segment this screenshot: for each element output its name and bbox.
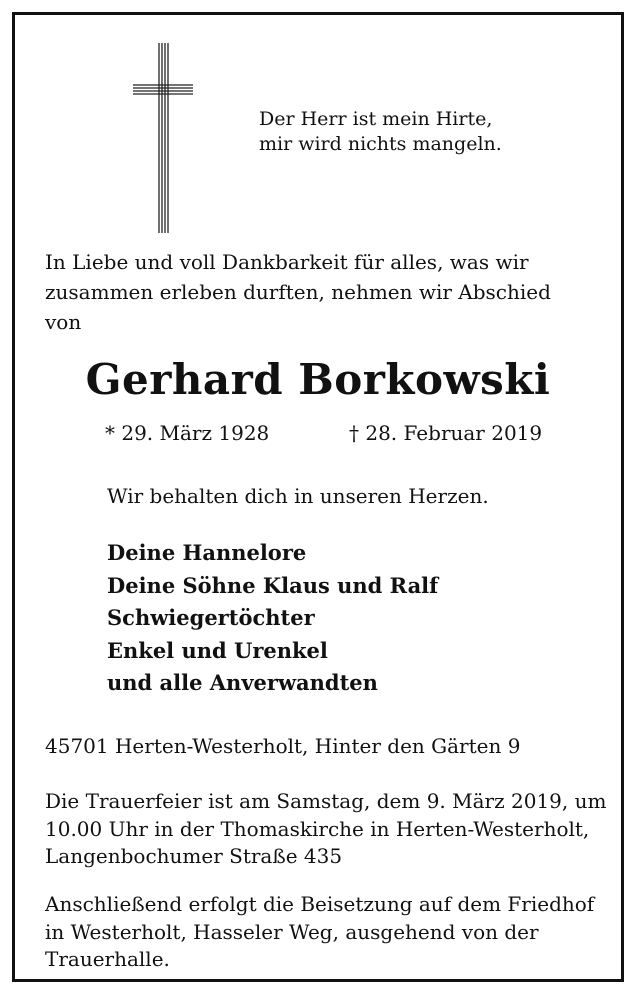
cross-icon	[133, 43, 193, 233]
obituary-frame	[12, 12, 624, 982]
mourners-list	[107, 537, 438, 700]
mourner-item: und alle Anverwandten	[107, 670, 378, 695]
funeral-service-info	[45, 788, 606, 871]
verse-line: mir wird nichts mangeln.	[259, 133, 502, 155]
deceased-name: Gerhard Borkowski	[85, 355, 551, 404]
motto: Wir behalten dich in unseren Herzen.	[107, 484, 489, 508]
family-address: 45701 Herten-Westerholt, Hinter den Gärten 9	[45, 734, 521, 758]
intro-line: In Liebe und voll Dankbarkeit für alles, was wir	[45, 250, 529, 274]
burial-line: in Westerholt, Hasseler Weg, ausgehend von der	[45, 919, 539, 944]
mourner-item: Enkel und Urenkel	[107, 637, 328, 663]
mourner-item: Schwiegertöchter	[107, 605, 315, 630]
service-line: Die Trauerfeier ist am Samstag, dem 9. März 2019, um	[45, 789, 607, 813]
service-line: 10.00 Uhr in der Thomaskirche in Herten-Westerholt,	[45, 816, 590, 841]
burial-info	[45, 891, 594, 974]
mourner-item: Deine Söhne Klaus und Ralf	[107, 572, 439, 598]
verse-line: Der Herr ist mein Hirte,	[259, 108, 493, 130]
bible-verse	[259, 107, 579, 157]
intro-line: von	[45, 310, 82, 334]
service-line: Langenbochumer Straße 435	[45, 844, 343, 868]
mourner-item: Deine Hannelore	[107, 540, 307, 565]
birth-date: * 29. März 1928	[105, 421, 270, 445]
death-date: † 28. Februar 2019	[349, 421, 543, 445]
burial-line: Trauerhalle.	[45, 947, 170, 971]
intro-text	[45, 247, 605, 337]
intro-line: zusammen erleben durften, nehmen wir Abschied	[45, 280, 551, 304]
burial-line: Anschließend erfolgt die Beisetzung auf dem Friedhof	[45, 892, 595, 916]
